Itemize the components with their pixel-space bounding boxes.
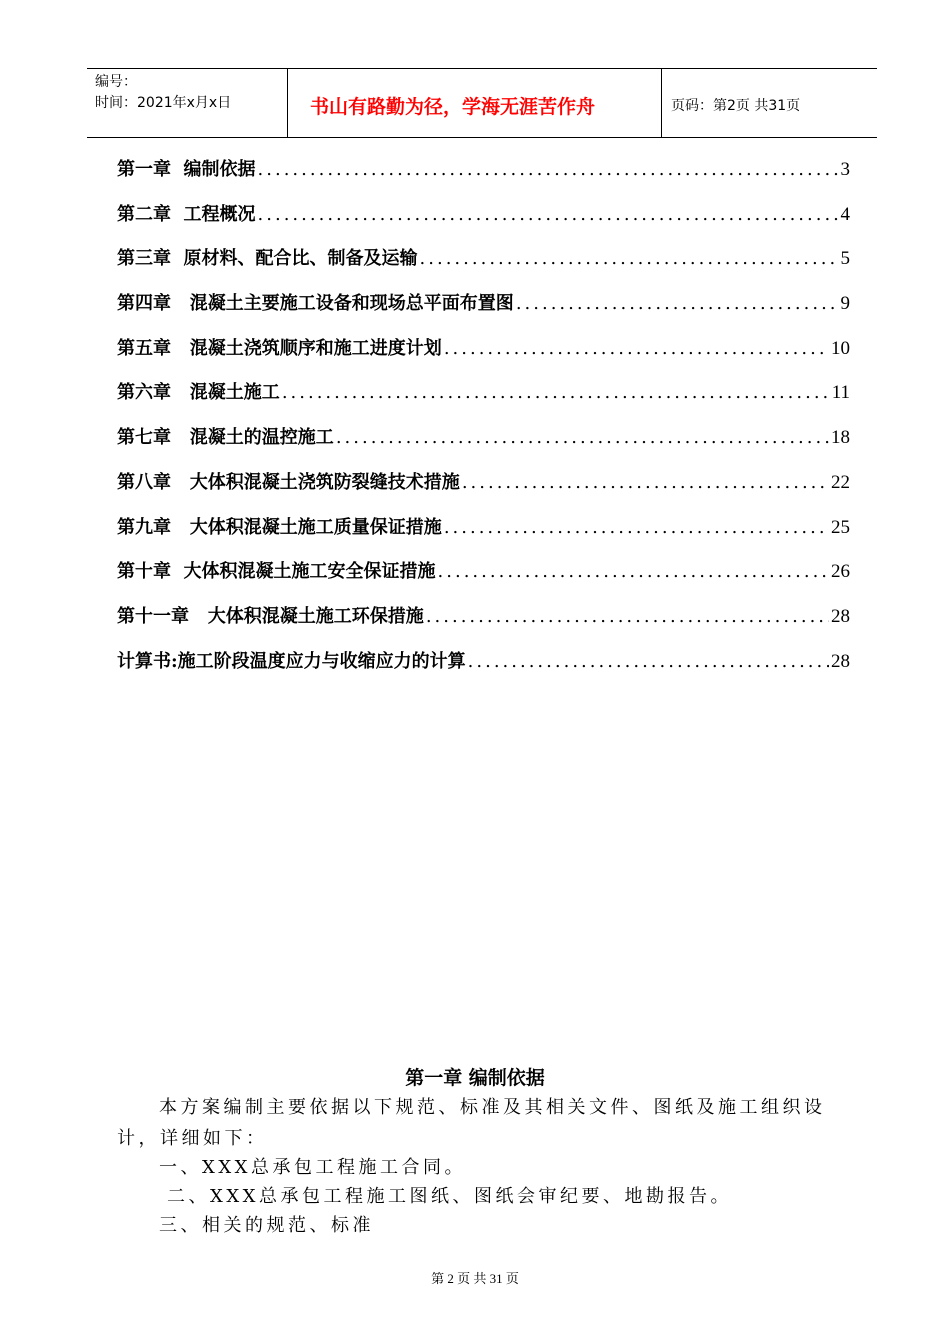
toc-leader bbox=[336, 427, 829, 448]
toc-item-page: 28 bbox=[831, 605, 850, 627]
toc-item-title: 第二章 工程概况 bbox=[117, 203, 256, 225]
toc-leader bbox=[462, 472, 829, 493]
toc-item[interactable] bbox=[117, 200, 850, 245]
toc-item-title: 第一章 编制依据 bbox=[117, 159, 256, 180]
toc-item-page: 22 bbox=[831, 471, 850, 493]
toc-item[interactable] bbox=[117, 647, 850, 692]
page-footer: 第 2 页 共 31 页 bbox=[431, 1271, 519, 1286]
toc-item[interactable] bbox=[117, 602, 850, 647]
toc-leader bbox=[468, 651, 829, 672]
toc-item-page: 18 bbox=[831, 427, 850, 449]
toc-item-title: 第六章 混凝土施工 bbox=[117, 382, 280, 404]
toc-item[interactable] bbox=[117, 155, 850, 200]
toc-item-page: 4 bbox=[840, 203, 850, 225]
toc-leader bbox=[282, 382, 830, 403]
header-page-label: 页码：第2页 共31页 bbox=[671, 98, 801, 114]
toc-item-title: 第八章 大体积混凝土浇筑防裂缝技术措施 bbox=[117, 471, 460, 493]
toc-item-title: 第九章 大体积混凝土施工质量保证措施 bbox=[117, 516, 442, 538]
toc-item-title: 计算书:施工阶段温度应力与收缩应力的计算 bbox=[117, 650, 466, 672]
toc-leader bbox=[516, 293, 839, 314]
toc-leader bbox=[258, 159, 839, 180]
toc-item[interactable] bbox=[117, 289, 850, 334]
toc-item-page: 28 bbox=[831, 650, 850, 672]
toc-item[interactable] bbox=[117, 513, 850, 558]
toc-item-page: 9 bbox=[840, 293, 850, 315]
toc-item[interactable] bbox=[117, 423, 850, 468]
intro-paragraph: 本方案编制主要依据以下规范、标准及其相关文件、图纸及施工组织设计，详细如下： bbox=[117, 1097, 826, 1149]
toc-leader bbox=[258, 204, 839, 225]
toc-item-page: 3 bbox=[840, 159, 850, 180]
toc-leader bbox=[444, 517, 829, 538]
toc-item-title: 第十一章 大体积混凝土施工环保措施 bbox=[117, 605, 424, 627]
doc-time-label: 时间：2021年x月x日 bbox=[95, 95, 232, 111]
toc-leader bbox=[420, 248, 839, 269]
toc-item-page: 11 bbox=[831, 382, 850, 404]
toc-item[interactable] bbox=[117, 557, 850, 602]
toc-leader bbox=[444, 338, 829, 359]
toc-item-page: 10 bbox=[831, 337, 850, 359]
toc-item[interactable] bbox=[117, 378, 850, 423]
chapter-heading: 第一章 编制依据 bbox=[405, 1067, 545, 1089]
toc-item-page: 25 bbox=[831, 516, 850, 538]
toc-item-page: 5 bbox=[840, 248, 850, 270]
header-meta bbox=[87, 69, 288, 137]
toc-item-page: 26 bbox=[831, 561, 850, 583]
toc-item[interactable] bbox=[117, 244, 850, 289]
table-of-contents bbox=[117, 155, 850, 691]
page-header bbox=[87, 68, 877, 138]
toc-item-title: 第五章 混凝土浇筑顺序和施工进度计划 bbox=[117, 337, 442, 359]
toc-item-title: 第七章 混凝土的温控施工 bbox=[117, 427, 334, 449]
toc-leader bbox=[426, 606, 829, 627]
toc-item-title: 第四章 混凝土主要施工设备和现场总平面布置图 bbox=[117, 293, 514, 315]
header-motto: 书山有路勤为径，学海无涯苦作舟 bbox=[288, 69, 662, 137]
toc-item-title: 第三章 原材料、配合比、制备及运输 bbox=[117, 248, 418, 270]
toc-leader bbox=[438, 561, 829, 582]
toc-item[interactable] bbox=[117, 334, 850, 379]
doc-number-label: 编号： bbox=[95, 74, 137, 90]
basis-item-2: 二、XXX总承包工程施工图纸、图纸会审纪要、地勘报告。 bbox=[167, 1186, 732, 1207]
basis-item-3: 三、相关的规范、标准 bbox=[159, 1215, 374, 1236]
toc-item-title: 第十章 大体积混凝土施工安全保证措施 bbox=[117, 561, 436, 583]
basis-item-1: 一、XXX总承包工程施工合同。 bbox=[159, 1157, 466, 1178]
toc-item[interactable] bbox=[117, 468, 850, 513]
